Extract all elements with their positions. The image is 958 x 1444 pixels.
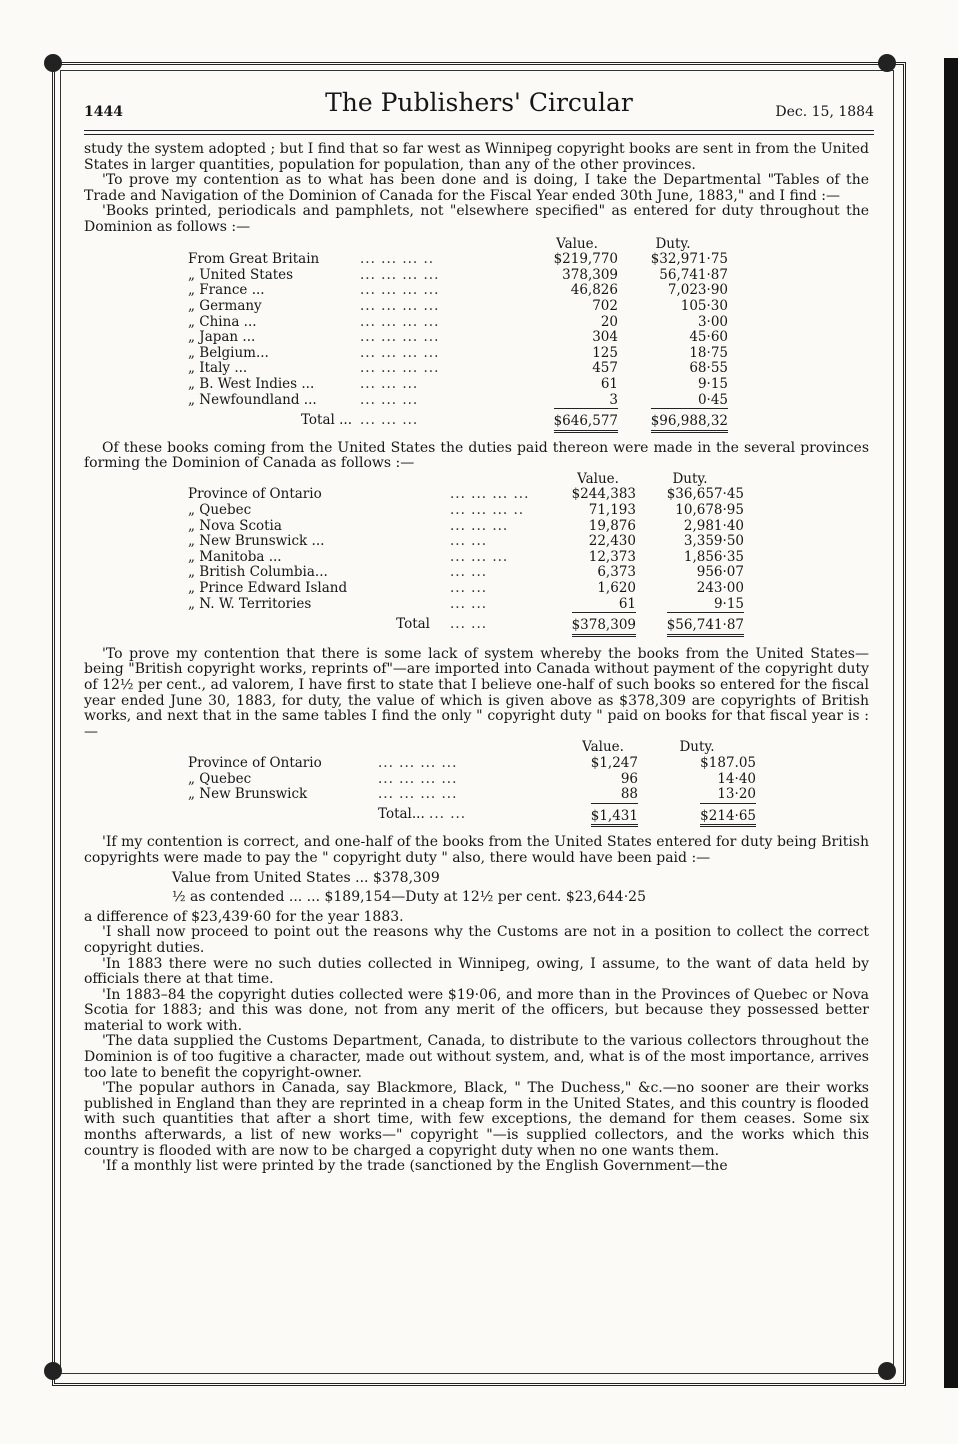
table-row: „ Japan ... ... ... ... ... 304 45·60: [188, 329, 728, 346]
page-title: The Publishers' Circular: [325, 88, 633, 117]
table-row: „ Quebec ... ... ... .. 71,193 10,678·95: [188, 502, 744, 519]
table-row: From Great Britain ... ... ... .. $219,770 $32,971·75: [188, 251, 728, 268]
corner-ornament: [44, 1362, 62, 1380]
duties-by-province-table: [188, 472, 744, 637]
table-row: „ Quebec ... ... ... ... 96 14·40: [188, 770, 756, 787]
scan-dark-edge: [944, 58, 958, 1388]
paragraph: 'To prove my contention as to what has been done and is doing, I take the Departmental "Tables of the Trade and Navigation of the Dominion of Canada for the Fiscal Year ended 30th June, 1883," and I find :—: [84, 172, 869, 204]
paragraph: 'The data supplied the Customs Department, Canada, to distribute to the various collectors throughout the Dominion is of too fugitive a character, made out without system, and, what is of the most importance, arrives too late to benefit the copyright-owner.: [84, 1033, 869, 1081]
table-row: „ Germany ... ... ... ... 702 105·30: [188, 297, 728, 314]
column-header-duty: Duty.: [655, 235, 691, 252]
calc-line: Value from United States ... $378,309: [172, 869, 440, 886]
table-row: „ Prince Edward Island ... ... 1,620 243·00: [188, 580, 744, 597]
header-rule: [84, 134, 874, 135]
paragraph: 'To prove my contention that there is some lack of system whereby the books from the United States—being "British copyright works, reprints of"—are imported into Canada without payment of the copyright duty of 12½ per cent., ad valorem, I have first to state that I believe one-half of such books so entered for the fiscal year ended June 30, 1883, for duty, the value of which is given above as $378,309 are copyrights of British works, and next that in the same tables I find the only " copyright duty " paid on books for that fiscal year is :—: [84, 645, 869, 740]
article-body: [84, 142, 869, 1175]
column-header-duty: Duty.: [672, 470, 708, 487]
table-total-row: Total ... ... ... ... $646,577 $96,988,32: [188, 408, 728, 433]
table-row: Province of Ontario ... ... ... ... $1,247 $187.05: [188, 754, 756, 771]
table-total-row: Total... ... ... $1,431 $214·65: [188, 803, 756, 828]
corner-ornament: [878, 54, 896, 72]
paragraph: 'In 1883 there were no such duties collected in Winnipeg, owing, I assume, to the want of data held by officials there at that time.: [84, 955, 869, 988]
imports-by-country-table: [188, 237, 728, 433]
column-header-value: Value.: [582, 739, 624, 756]
table-row: „ B. West Indies ... ... ... ... 61 9·15: [188, 375, 728, 392]
paragraph: Of these books coming from the United States the duties paid thereon were made in the several provinces forming the Dominion of Canada as follows :—: [84, 439, 869, 472]
paragraph: 'The popular authors in Canada, say Blackmore, Black, " The Duchess," &c.—no sooner are their works published in England than they are reprinted in a cheap form in the United States, and this country is flooded with such quantities that after a short time, with few exceptions, the demand for them ceases. Some six months afterwards, a list of new works—" copyright "—is supplied collectors, and the works which this country is flooded with are now to be charged a copyright duty when no one wants them.: [84, 1080, 869, 1159]
copyright-duty-table: [188, 740, 756, 827]
calc-line: ½ as contended ... ... $189,154—Duty at 12½ per cent. $23,644·25: [172, 889, 646, 906]
page-header: [84, 86, 874, 126]
table-row: „ N. W. Territories ... ... 61 9·15: [188, 595, 744, 612]
total-duty: $56,741·87: [667, 612, 744, 637]
total-duty: $96,988,32: [651, 408, 728, 433]
table-row: „ New Brunswick ... ... ... ... 88 13·20: [188, 786, 756, 803]
table-row: „ Newfoundland ... ... ... ... 3 0·45: [188, 391, 728, 408]
header-rule: [84, 130, 874, 131]
column-header-duty: Duty.: [679, 739, 715, 756]
total-value: $378,309: [572, 612, 636, 637]
corner-ornament: [44, 54, 62, 72]
column-header-value: Value.: [577, 470, 619, 487]
paragraph: 'Books printed, periodicals and pamphlets, not "elsewhere specified" as entered for duty throughout the Dominion as follows :—: [84, 203, 869, 235]
corner-ornament: [878, 1362, 896, 1380]
table-row: „ Nova Scotia ... ... ... 19,876 2,981·40: [188, 517, 744, 534]
table-row: „ Manitoba ... ... ... ... 12,373 1,856·35: [188, 548, 744, 565]
paragraph: 'If my contention is correct, and one-half of the books from the United States entered for duty being British copyrights were made to pay the " copyright duty " also, there would have been paid :—: [84, 834, 869, 866]
table-row: „ Belgium... ... ... ... ... 125 18·75: [188, 344, 728, 361]
table-row: „ France ... ... ... ... ... 46,826 7,023·90: [188, 282, 728, 299]
paragraph: study the system adopted ; but I find that so far west as Winnipeg copyright books are sent in from the United States in larger quantities, population for population, than any of the other provinces.: [84, 141, 869, 173]
total-value: $1,431: [591, 803, 638, 828]
paragraph: 'In 1883–84 the copyright duties collected were $19·06, and more than in the Provinces of Quebec or Nova Scotia for 1883; and this was done, not from any merit of the officers, but because they possessed better material to work with.: [84, 986, 869, 1034]
paragraph: a difference of $23,439·60 for the year 1883.: [84, 908, 404, 925]
table-row: „ United States ... ... ... ... 378,309 56,741·87: [188, 266, 728, 283]
column-header-value: Value.: [556, 235, 598, 252]
table-total-row: Total ... ... $378,309 $56,741·87: [188, 612, 744, 637]
table-row: Province of Ontario ... ... ... ... $244,383 $36,657·45: [188, 486, 744, 503]
table-row: „ Italy ... ... ... ... ... 457 68·55: [188, 360, 728, 377]
page-number: 1444: [84, 104, 123, 120]
total-value: $646,577: [554, 408, 618, 433]
table-row: „ China ... ... ... ... ... 20 3·00: [188, 313, 728, 330]
calculation-block: [172, 871, 869, 906]
paragraph: 'I shall now proceed to point out the reasons why the Customs are not in a position to collect the correct copyright duties.: [84, 924, 869, 956]
total-duty: $214·65: [700, 803, 756, 828]
issue-date: Dec. 15, 1884: [775, 104, 874, 120]
table-row: „ New Brunswick ... ... ... 22,430 3,359·50: [188, 533, 744, 550]
table-row: „ British Columbia... ... ... 6,373 956·07: [188, 564, 744, 581]
paragraph: 'If a monthly list were printed by the trade (sanctioned by the English Government—the: [102, 1158, 728, 1175]
